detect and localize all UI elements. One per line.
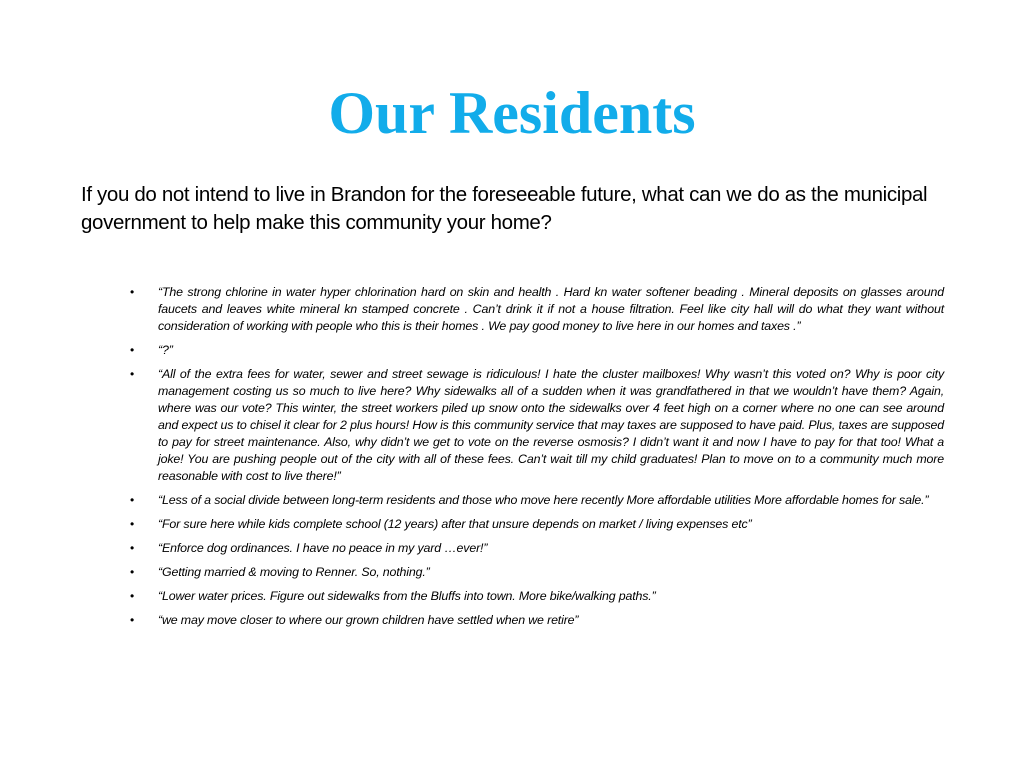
response-item — [130, 342, 944, 359]
response-list — [130, 284, 944, 636]
response-item — [130, 564, 944, 581]
bullet-icon: • — [130, 285, 135, 299]
slide-title: Our Residents — [328, 80, 696, 146]
response-text: “Lower water prices. Figure out sidewalks from the Bluffs into town. More bike/walking paths.” — [158, 589, 656, 603]
response-text: “?” — [158, 343, 173, 357]
response-item — [130, 516, 944, 533]
response-text: “The strong chlorine in water hyper chlorination hard on skin and health . Hard kn water softener beading . Mineral deposits on glasses around faucets and leaves white mineral kn stamped concrete . Can’t drink it if not a house filtration. Feel like city hall will do what they want without consideration of working with people who this is their homes . We pay good money to live here in our homes and taxes .” — [158, 285, 944, 333]
response-item — [130, 588, 944, 605]
response-text: “All of the extra fees for water, sewer and street sewage is ridiculous! I hate the cluster mailboxes! Why wasn’t this voted on? Why is poor city management costing us so much to live here? Why sidewalks all of a sudden when it was grandfathered in that we wouldn’t have them? Again, where was our vote? This winter, the street workers piled up snow onto the sidewalks over 4 feet high on a corner where no one can see around and expect us to chisel it clear for 2 plus hours! How is this community service that may taxes are supposed to have paid. Plus, taxes are supposed to pay for street maintenance. Also, why didn’t we get to vote on the reverse osmosis? I didn’t want it and now I have to pay for that too! What a joke! You are pushing people out of the city with all of these fees. Can’t wait till my child graduates! Plan to move on to a community much more reasonable with cost to live there!” — [158, 367, 944, 483]
response-item — [130, 540, 944, 557]
bullet-icon: • — [130, 541, 135, 555]
response-text: “Enforce dog ordinances. I have no peace in my yard …ever!” — [158, 541, 488, 555]
response-text: “For sure here while kids complete school (12 years) after that unsure depends on market / living expenses etc” — [158, 517, 752, 531]
bullet-icon: • — [130, 565, 135, 579]
response-item — [130, 612, 944, 629]
bullet-icon: • — [130, 343, 135, 357]
bullet-icon: • — [130, 589, 135, 603]
response-item — [130, 366, 944, 485]
bullet-icon: • — [130, 517, 135, 531]
bullet-icon: • — [130, 367, 135, 381]
response-text: “Less of a social divide between long-term residents and those who move here recently More affordable utilities More affordable homes for sale.” — [158, 493, 929, 507]
response-text: “we may move closer to where our grown children have settled when we retire” — [158, 613, 579, 627]
response-item — [130, 492, 944, 509]
response-item — [130, 284, 944, 335]
survey-question: If you do not intend to live in Brandon for the foreseeable future, what can we do as the municipal government to help make this community your home? — [81, 183, 928, 234]
bullet-icon: • — [130, 613, 135, 627]
response-text: “Getting married & moving to Renner. So, nothing.” — [158, 565, 430, 579]
bullet-icon: • — [130, 493, 135, 507]
